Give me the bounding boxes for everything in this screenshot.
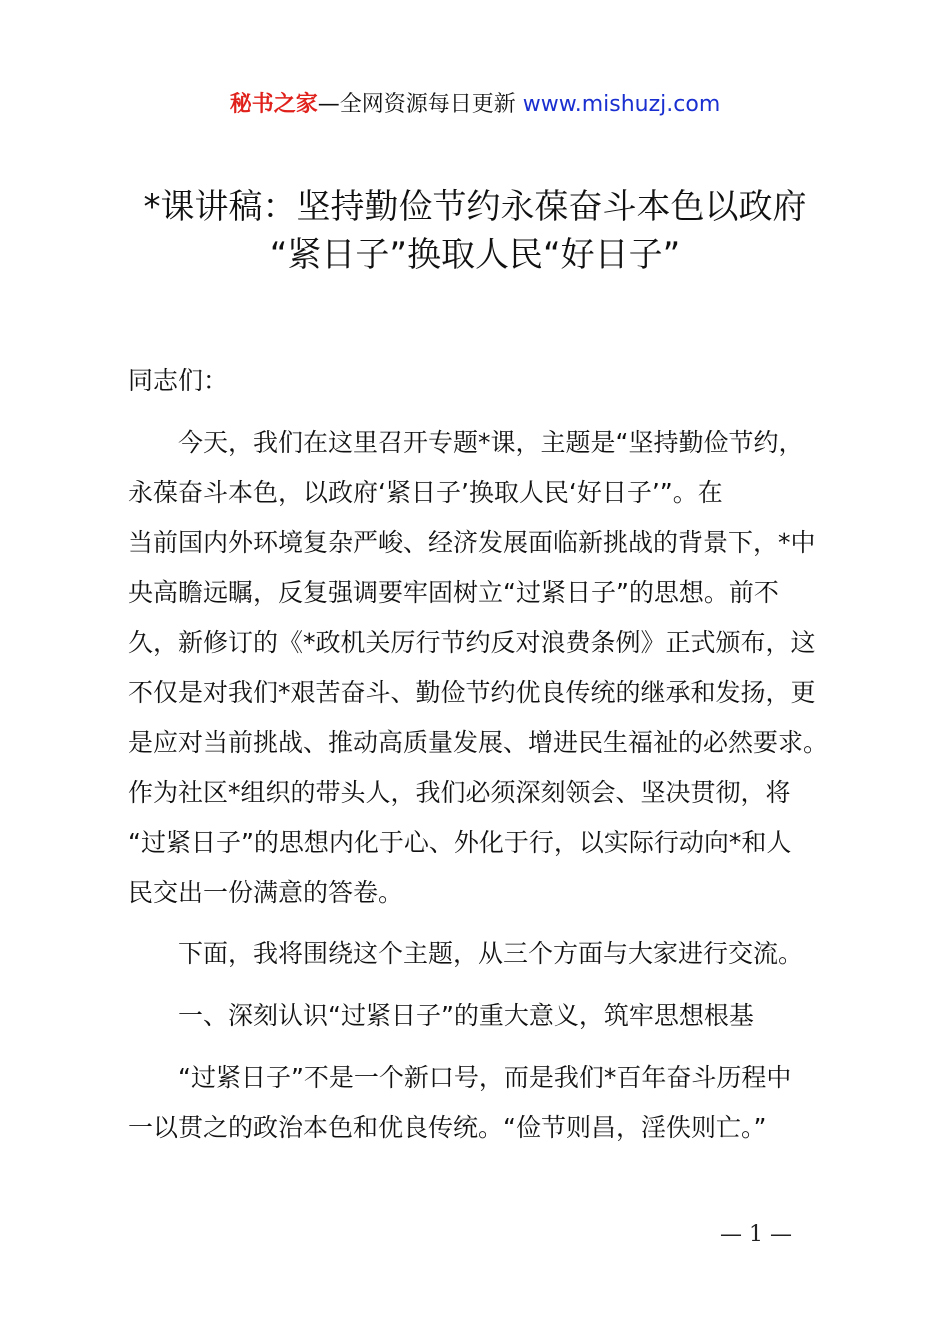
paragraph-line: 是应对当前挑战、推动高质量发展、增进民生福祉的必然要求。 [128,728,829,757]
paragraph-line: 不仅是对我们*艰苦奋斗、勤俭节约优良传统的继承和发扬，更 [128,678,816,707]
title-line-2: “紧日子”换取人民“好日子” [269,235,681,275]
paragraph-line: 民交出一份满意的答卷。 [128,878,404,907]
paragraph-line: 一以贯之的政治本色和优良传统。“俭节则昌，淫佚则亡。” [128,1113,767,1142]
greeting [128,356,838,406]
paragraph-outline [128,929,838,979]
brand-name: 秘书之家 [229,92,318,117]
title-line-1: *课讲稿：坚持勤俭节约永葆奋斗本色以政府 [143,187,807,227]
paragraph-line: 当前国内外环境复杂严峻、经济发展面临新挑战的背景下，*中 [128,528,816,557]
greeting-text: 同志们： [128,366,229,395]
site-header [0,88,950,122]
paragraph-line: 今天，我们在这里召开专题*课，主题是“坚持勤俭节约， [128,428,804,457]
paragraph-line: 央高瞻远瞩，反复强调要牢固树立“过紧日子”的思想。前不 [128,578,779,607]
section-heading-1 [128,991,838,1041]
header-slogan: —全网资源每日更新 [317,92,523,117]
paragraph-section-1 [128,1053,838,1153]
page-number: — 1 — [720,1222,792,1247]
paragraph-line: 作为社区*组织的带头人，我们必须深刻领会、坚决贯彻，将 [128,778,791,807]
paragraph-line: 下面，我将围绕这个主题，从三个方面与大家进行交流。 [128,939,804,968]
paragraph-intro [128,418,838,918]
document-title [60,183,890,279]
paragraph-line: 永葆奋斗本色，以政府‘紧日子’换取人民‘好日子’”。在 [128,478,723,507]
paragraph-line: 久，新修订的《*政机关厉行节约反对浪费条例》正式颁布，这 [128,628,816,657]
paragraph-line: “过紧日子”的思想内化于心、外化于行，以实际行动向*和人 [128,828,792,857]
section-heading-text: 一、深刻认识“过紧日子”的重大意义，筑牢思想根基 [128,1001,754,1030]
site-url-link[interactable]: www.mishuzj.com [522,92,721,117]
paragraph-line: “过紧日子”不是一个新口号，而是我们*百年奋斗历程中 [128,1063,792,1092]
